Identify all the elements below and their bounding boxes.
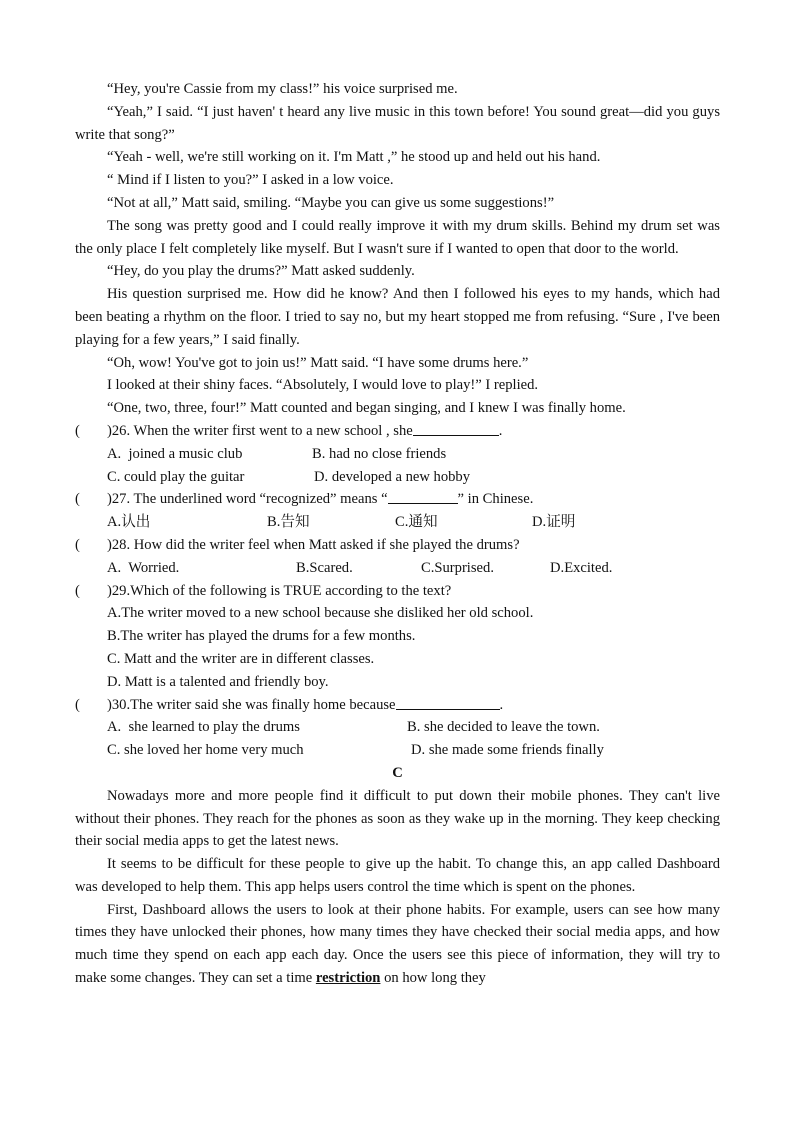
question-28 <box>75 534 720 580</box>
option-a[interactable]: A. she learned to play the drums <box>107 719 300 736</box>
answer-blank[interactable] <box>396 694 500 710</box>
option-d[interactable]: D. she made some friends finally <box>411 742 604 759</box>
answer-blank[interactable] <box>388 488 458 504</box>
question-29 <box>75 580 720 694</box>
option-b[interactable]: B. had no close friends <box>312 445 447 462</box>
option-b[interactable]: B.Scared. <box>296 559 353 576</box>
option-a[interactable]: A.The writer moved to a new school because she disliked her old school. <box>107 605 534 622</box>
option-c[interactable]: C. could play the guitar <box>107 468 245 485</box>
paragraph: “Hey, you're Cassie from my class!” his voice surprised me. <box>107 81 458 97</box>
answer-paren[interactable]: ( <box>75 696 80 713</box>
paragraph: “Yeah,” I said. “I just haven' t heard any live music in this town before! You sound great—did you guys write that song?” <box>75 103 720 143</box>
paragraph: “Hey, do you play the drums?” Matt asked suddenly. <box>107 263 415 280</box>
question-stem: )29.Which of the following is TRUE according to the text? <box>107 582 452 599</box>
question-end: ” in Chinese. <box>457 491 534 508</box>
answer-paren[interactable]: ( <box>75 582 80 599</box>
option-b[interactable]: B.告知 <box>267 514 310 531</box>
question-stem: )30.The writer said she was finally home because <box>107 696 396 713</box>
option-b[interactable]: B. she decided to leave the town. <box>407 719 600 736</box>
paragraph: “Oh, wow! You've got to join us!” Matt said. “I have some drums here.” <box>107 354 529 371</box>
section-heading: C <box>392 764 403 781</box>
answer-paren[interactable]: ( <box>75 422 80 439</box>
question-stem: )26. When the writer first went to a new school , she <box>107 422 413 439</box>
option-d[interactable]: D. developed a new hobby <box>314 468 471 485</box>
answer-blank[interactable] <box>413 420 499 436</box>
option-a[interactable]: A. joined a music club <box>107 445 243 462</box>
option-d[interactable]: D.Excited. <box>550 559 613 576</box>
paragraph: His question surprised me. How did he know? And then I followed his eyes to my hands, which had been beating a rhythm on the floor. I tried to say no, but my heart stopped me from refusing. “Sure , I've been playing for a few years,” I said finally. <box>75 286 720 348</box>
answer-paren[interactable]: ( <box>75 491 80 508</box>
option-b[interactable]: B.The writer has played the drums for a few months. <box>107 628 416 645</box>
paragraph: “One, two, three, four!” Matt counted and began singing, and I knew I was finally home. <box>107 400 626 417</box>
option-a[interactable]: A.认出 <box>107 514 151 531</box>
paragraph <box>75 899 720 990</box>
paragraph-text: on how long they <box>380 970 486 987</box>
paragraph: It seems to be difficult for these people to give up the habit. To change this, an app called Dashboard was developed to help them. This app helps users control the time which is spent on the phones. <box>75 856 720 895</box>
paragraph-text: First, Dashboard allows the users to look at their phone habits. For example, users can see how many times they have unlocked their phones, how many times they have checked their social media apps, and how much time they spend on each app each day. Once the users see this piece of information, they will try to make some changes. They can set a time <box>75 901 720 987</box>
option-c[interactable]: C. Matt and the writer are in different classes. <box>107 650 375 667</box>
question-stem: )28. How did the writer feel when Matt asked if she played the drums? <box>107 536 520 553</box>
question-end: . <box>499 696 504 713</box>
option-c[interactable]: C. she loved her home very much <box>107 742 304 759</box>
paragraph: I looked at their shiny faces. “Absolutely, I would love to play!” I replied. <box>107 377 539 394</box>
answer-paren[interactable]: ( <box>75 536 80 553</box>
option-a[interactable]: A. Worried. <box>107 559 180 576</box>
story-b <box>75 78 720 420</box>
option-d[interactable]: D.证明 <box>532 514 576 531</box>
document-page <box>75 78 720 990</box>
paragraph: Nowadays more and more people find it difficult to put down their mobile phones. They can't live without their phones. They reach for the phones as soon as they wake up in the morning. They keep checking their social media apps to get the latest news. <box>75 787 720 850</box>
question-30 <box>75 694 720 762</box>
paragraph: “Yeah - well, we're still working on it. I'm Matt ,” he stood up and held out his hand. <box>107 149 601 166</box>
paragraph: “ Mind if I listen to you?” I asked in a low voice. <box>107 172 394 189</box>
paragraph: “Not at all,” Matt said, smiling. “Maybe you can give us some suggestions!” <box>107 194 555 211</box>
section-c <box>75 762 720 990</box>
option-c[interactable]: C.通知 <box>395 514 438 531</box>
question-end: . <box>498 422 503 439</box>
option-c[interactable]: C.Surprised. <box>421 559 494 576</box>
question-27 <box>75 488 720 534</box>
question-26 <box>75 420 720 488</box>
underlined-word: restriction <box>315 970 381 987</box>
question-stem: )27. The underlined word “recognized” means “ <box>107 491 388 508</box>
paragraph: The song was pretty good and I could really improve it with my drum skills. Behind my drum set was the only place I felt completely like myself. But I wasn't sure if I wanted to open that door to the world. <box>75 217 720 257</box>
option-d[interactable]: D. Matt is a talented and friendly boy. <box>107 673 329 690</box>
